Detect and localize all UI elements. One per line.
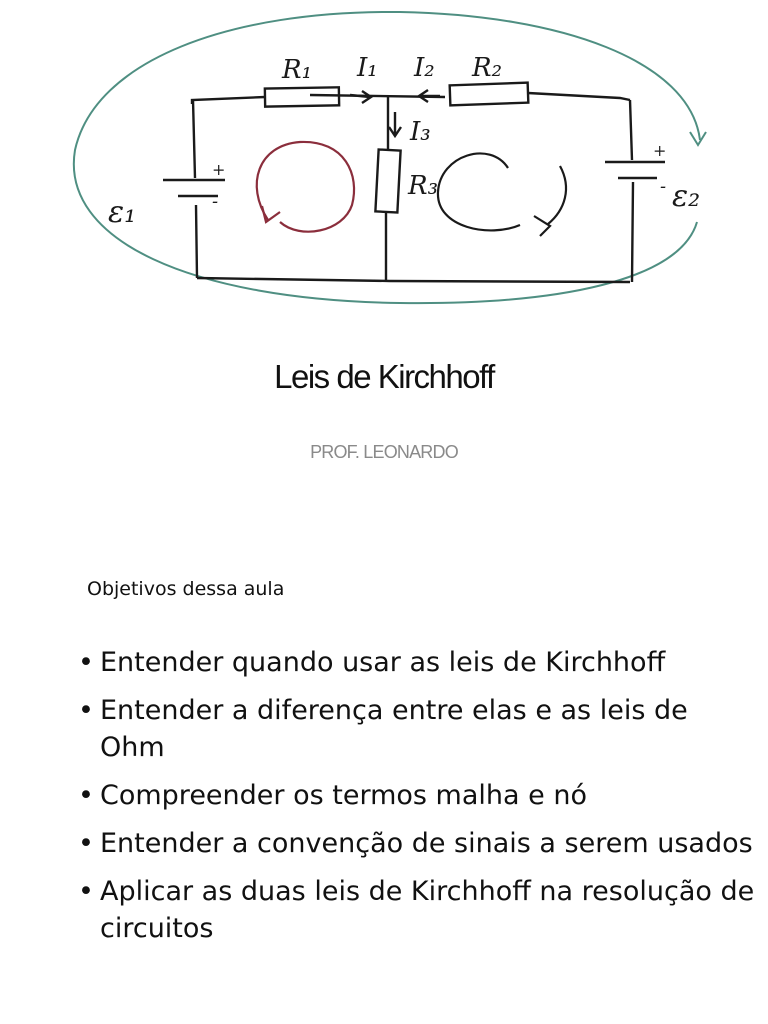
list-item — [78, 692, 758, 766]
bullet-icon: • — [78, 695, 94, 726]
list-item-text: Entender quando usar as leis de Kirchhoff — [100, 647, 666, 678]
mesh-loop-left-arrowhead-icon — [262, 206, 280, 222]
list-item-text: Entender a convenção de sinais a serem usados — [100, 828, 753, 859]
label-i2: I₂ — [414, 53, 435, 83]
label-e1-minus: - — [212, 191, 219, 212]
label-e2-plus: + — [653, 141, 667, 160]
bullet-icon: • — [78, 876, 94, 907]
top-wire — [192, 93, 630, 104]
label-i1: I₁ — [357, 53, 378, 83]
bullet-icon: • — [78, 780, 94, 811]
list-item-text: Aplicar as duas leis de Kirchhoff na resolução de circuitos — [100, 876, 755, 944]
list-item-text: Entender a diferença entre elas e as leis de Ohm — [100, 695, 688, 763]
mesh-loop-right-arrowhead-icon — [534, 216, 550, 236]
objectives-heading: Objetivos dessa aula — [87, 578, 285, 600]
middle-wire — [386, 97, 388, 281]
resistor-r1 — [265, 87, 339, 106]
slide-title: Leis de Kirchhoff — [274, 358, 494, 395]
current-i1-arrow-icon — [350, 91, 371, 103]
slide-subtitle: PROF. LEONARDO — [310, 442, 458, 462]
right-wire — [630, 100, 633, 282]
label-r2: R₂ — [472, 53, 502, 83]
current-i3-arrow-icon — [389, 112, 401, 136]
list-item-text: Compreender os termos malha e nó — [100, 780, 587, 811]
label-e1: ε₁ — [108, 195, 137, 230]
mesh-loop-right — [438, 153, 520, 230]
objectives-list — [78, 644, 758, 958]
label-r3: R₃ — [408, 171, 438, 201]
bottom-wire — [197, 278, 630, 282]
label-e2: ε₂ — [672, 179, 701, 214]
bullet-icon: • — [78, 828, 94, 859]
current-i2-arrow-icon — [419, 90, 440, 102]
label-e1-plus: + — [212, 160, 226, 179]
resistor-r3 — [375, 149, 400, 212]
left-wire — [193, 100, 197, 278]
list-item — [78, 644, 758, 681]
label-e2-minus: - — [660, 176, 667, 197]
resistor-r2 — [450, 83, 529, 106]
list-item — [78, 873, 758, 947]
mesh-loop-right-tail — [548, 166, 566, 224]
list-item — [78, 777, 758, 814]
bullet-icon: • — [78, 647, 94, 678]
list-item — [78, 825, 758, 862]
kirchhoff-circuit-diagram — [0, 0, 768, 320]
label-i3: I₃ — [410, 117, 431, 147]
label-r1: R₁ — [282, 55, 312, 85]
